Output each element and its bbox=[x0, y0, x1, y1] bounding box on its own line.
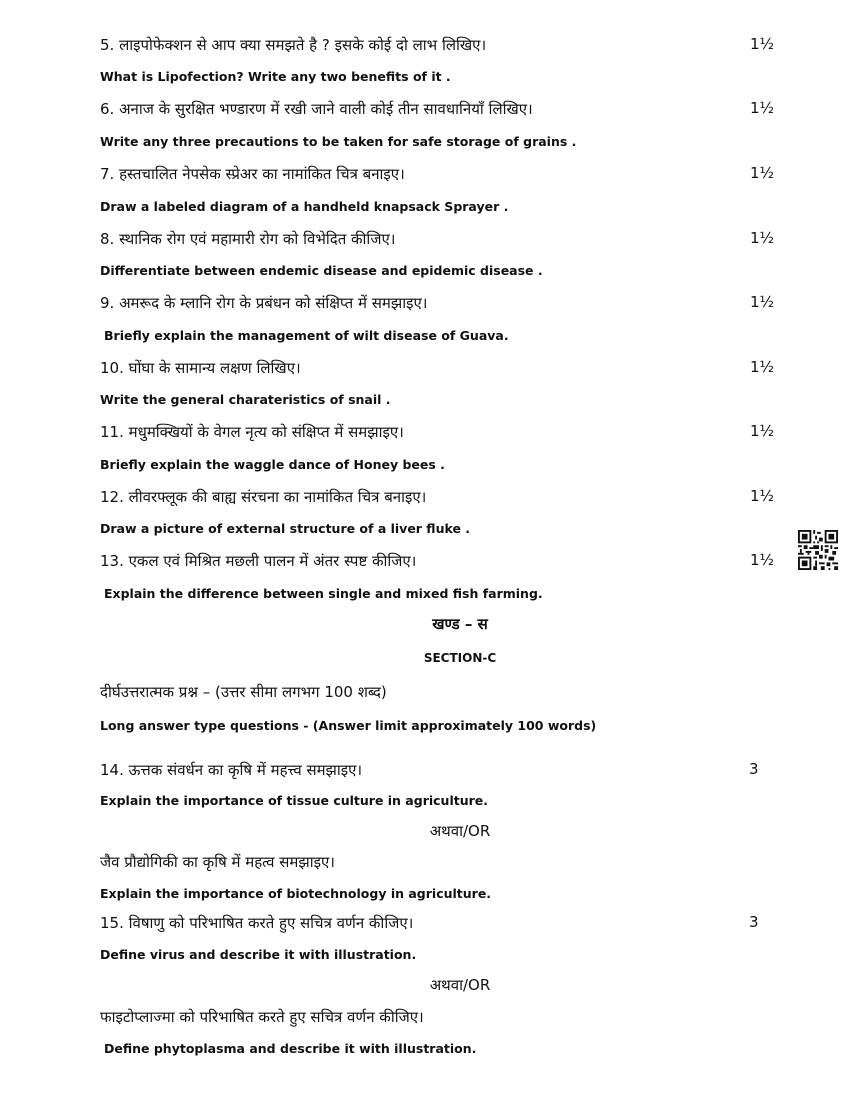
or-separator-15: अथवा/OR bbox=[429, 976, 491, 994]
section-c-heading-hindi: खण्ड – स bbox=[432, 615, 488, 633]
question-10-english: Write the general charateristics of snail . bbox=[100, 392, 391, 407]
question-14-hindi: 14. ऊत्तक संवर्धन का कृषि में महत्त्व समझाइए। bbox=[100, 761, 363, 779]
section-c-heading: SECTION-C bbox=[423, 651, 497, 665]
question-12-english: Draw a picture of external structure of a liver fluke . bbox=[100, 521, 471, 536]
question-7-hindi: 7. हस्तचालित नेपसेक स्प्रेअर का नामांकित चित्र बनाइए। bbox=[100, 165, 405, 183]
question-12-marks: 1½ bbox=[750, 487, 775, 505]
question-8-hindi: 8. स्थानिक रोग एवं महामारी रोग को विभेदित कीजिए। bbox=[100, 230, 396, 248]
question-14-marks: 3 bbox=[749, 760, 759, 778]
question-12-hindi: 12. लीवरफ्लूक की बाह्य संरचना का नामांकित चित्र बनाइए। bbox=[100, 488, 427, 506]
question-9-hindi: 9. अमरूद के म्लानि रोग के प्रबंधन को संक्षिप्त में समझाइए। bbox=[100, 294, 428, 312]
or-separator-14: अथवा/OR bbox=[429, 822, 491, 840]
question-8-english: Differentiate between endemic disease and epidemic disease . bbox=[100, 263, 543, 278]
question-6-marks: 1½ bbox=[750, 99, 775, 117]
question-15-marks: 3 bbox=[749, 913, 759, 931]
question-14-english: Explain the importance of tissue culture in agriculture. bbox=[100, 793, 489, 808]
question-13-english: Explain the difference between single and mixed fish farming. bbox=[104, 586, 543, 601]
question-13-marks: 1½ bbox=[750, 551, 775, 569]
question-9-english: Briefly explain the management of wilt disease of Guava. bbox=[104, 328, 509, 343]
question-6-hindi: 6. अनाज के सुरक्षित भण्डारण में रखी जाने वाली कोई तीन सावधानियाँ लिखिए। bbox=[100, 100, 533, 118]
question-7-english: Draw a labeled diagram of a handheld knapsack Sprayer . bbox=[100, 199, 509, 214]
question-11-hindi: 11. मधुमक्खियों के वेगल नृत्य को संक्षिप्त में समझाइए। bbox=[100, 423, 404, 441]
instruction-hindi: दीर्घउत्तरात्मक प्रश्न – (उत्तर सीमा लगभग 100 शब्द) bbox=[100, 683, 387, 701]
question-8-marks: 1½ bbox=[750, 229, 775, 247]
question-10-hindi: 10. घोंघा के सामान्य लक्षण लिखिए। bbox=[100, 359, 301, 377]
question-14-alt-hindi: जैव प्रौद्योगिकी का कृषि में महत्व समझाइए। bbox=[100, 853, 335, 871]
instruction-english: Long answer type questions - (Answer limit approximately 100 words) bbox=[100, 718, 597, 733]
question-15-alt-english: Define phytoplasma and describe it with illustration. bbox=[104, 1041, 477, 1056]
question-11-marks: 1½ bbox=[750, 422, 775, 440]
question-6-english: Write any three precautions to be taken for safe storage of grains . bbox=[100, 134, 577, 149]
question-5-hindi: 5. लाइपोफेक्शन से आप क्या समझते है ? इसके कोई दो लाभ लिखिए। bbox=[100, 36, 487, 54]
question-13-hindi: 13. एकल एवं मिश्रित मछली पालन में अंतर स्पष्ट कीजिए। bbox=[100, 552, 417, 570]
question-9-marks: 1½ bbox=[750, 293, 775, 311]
question-14-alt-english: Explain the importance of biotechnology in agriculture. bbox=[100, 886, 492, 901]
question-7-marks: 1½ bbox=[750, 164, 775, 182]
question-5-marks: 1½ bbox=[750, 35, 775, 53]
question-5-english: What is Lipofection? Write any two benefits of it . bbox=[100, 69, 451, 84]
question-15-hindi: 15. विषाणु को परिभाषित करते हुए सचित्र वर्णन कीजिए। bbox=[100, 914, 414, 932]
qr-code-icon bbox=[798, 530, 838, 570]
question-10-marks: 1½ bbox=[750, 358, 775, 376]
question-15-english: Define virus and describe it with illustration. bbox=[100, 947, 417, 962]
question-15-alt-hindi: फाइटोप्लाज्मा को परिभाषित करते हुए सचित्र वर्णन कीजिए। bbox=[100, 1008, 424, 1026]
question-11-english: Briefly explain the waggle dance of Honey bees . bbox=[100, 457, 445, 472]
